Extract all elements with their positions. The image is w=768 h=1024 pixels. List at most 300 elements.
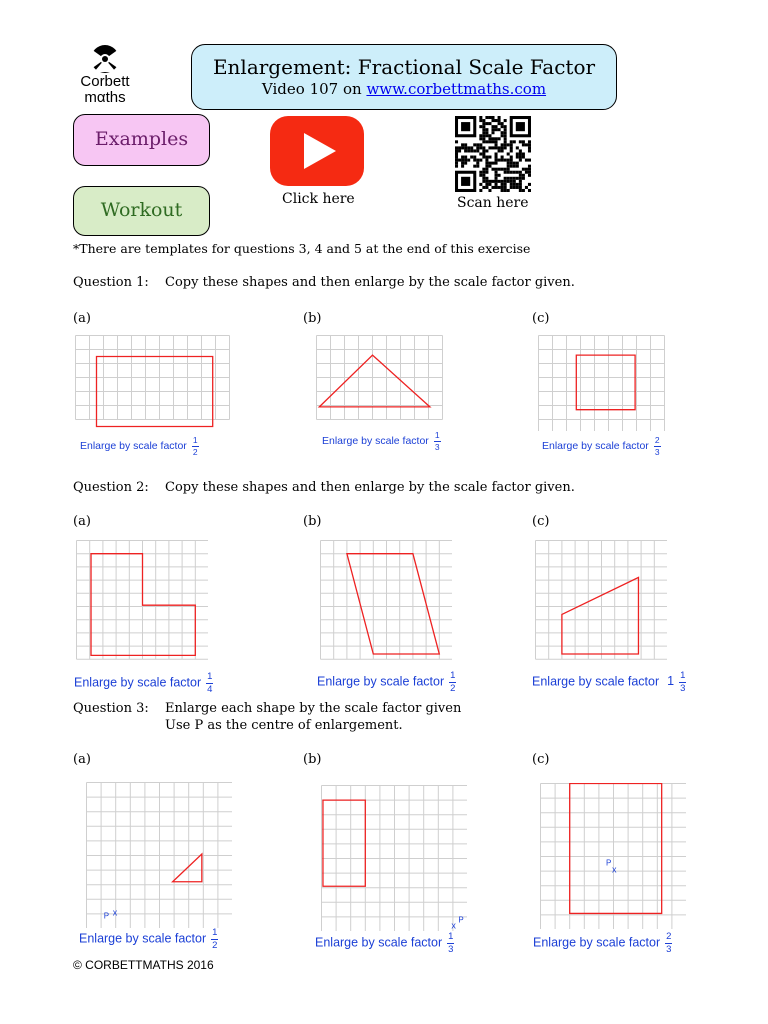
qr-module [519,174,522,177]
qr-module [522,152,525,155]
q2-part-c: (c) [532,514,550,529]
qr-module [513,183,516,186]
qr-module [504,134,507,137]
play-icon [270,116,364,186]
qr-module [504,137,507,140]
qr-module [464,159,467,162]
qr-module [501,183,504,186]
qr-module [501,131,504,134]
qr-module [525,159,528,162]
question-2-text: Copy these shapes and then enlarge by the scale factor given. [165,480,575,495]
qr-module [488,134,491,137]
centre-point-label: P [458,915,464,925]
qr-module [464,156,467,159]
copyright-footer: © CORBETTMATHS 2016 [73,958,214,972]
qr-module [510,171,513,174]
qr-module [507,171,510,174]
qr-module [461,159,464,162]
qr-module [513,162,516,165]
q3b-scale-label [315,932,454,954]
qr-module [482,171,485,174]
fraction: $\frac{2}{3}$ [654,435,660,457]
q3a-scale-label [79,928,218,950]
qr-module [504,140,507,143]
question-1-number: Question 1: [73,275,149,290]
fraction: $\frac{1}{4}$ [207,671,213,695]
qr-module [495,174,498,177]
qr-module [491,186,494,189]
qr-module [479,171,482,174]
qr-module [476,146,479,149]
qr-module [491,125,494,128]
qr-module [507,159,510,162]
qr-module [498,159,501,162]
qr-module [498,116,501,119]
qr-module [510,146,513,149]
qr-module [479,189,482,192]
q1a-scale-label [80,436,199,456]
qr-module [507,168,510,171]
q1-part-b: (b) [303,311,322,326]
q1b-scale-label [322,431,441,451]
qr-module [491,180,494,183]
qr-module [461,146,464,149]
page-subtitle [192,79,616,99]
qr-module [501,156,504,159]
qr-module [473,156,476,159]
qr-module [516,183,519,186]
qr-finder [516,122,525,131]
qr-module [516,156,519,159]
qr-finder [461,177,470,186]
qr-module [516,146,519,149]
qr-module [485,159,488,162]
qr-module [504,159,507,162]
qr-module [482,168,485,171]
qr-module [504,189,507,192]
qr-module [528,171,531,174]
qr-module [485,140,488,143]
qr-module [479,116,482,119]
qr-module [516,165,519,168]
qr-module [495,152,498,155]
q1c-scale-label [542,436,661,456]
q1c-grid [538,335,674,431]
qr-caption: Scan here [457,195,529,211]
templates-note: *There are templates for questions 3, 4 and 5 at the end of this exercise [73,241,531,256]
qr-module [495,186,498,189]
qr-module [510,159,513,162]
qr-module [498,128,501,131]
qr-module [485,180,488,183]
qr-module [467,159,470,162]
qr-module [510,162,513,165]
workout-button[interactable]: Workout [73,186,210,236]
q3-part-b: (b) [303,752,322,767]
qr-module [507,189,510,192]
qr-module [495,137,498,140]
centre-point-label: P [605,858,612,868]
qr-module [519,152,522,155]
qr-module [510,140,513,143]
website-link[interactable]: www.corbettmaths.com [366,80,547,98]
qr-module [482,186,485,189]
qr-module [473,159,476,162]
q3b-grid [321,785,467,931]
qr-module [528,140,531,143]
qr-module [516,186,519,189]
qr-module [528,159,531,162]
qr-module [507,177,510,180]
qr-module [498,174,501,177]
qr-module [485,134,488,137]
logo-text-corbett: Corbett [80,73,130,90]
qr-module [488,140,491,143]
q2b-grid [320,540,452,668]
qr-module [491,119,494,122]
qr-module [482,152,485,155]
logo-icon [70,44,140,74]
qr-module [504,183,507,186]
qr-module [455,165,458,168]
qr-module [513,177,516,180]
qr-module [504,186,507,189]
qr-module [513,171,516,174]
qr-module [495,143,498,146]
qr-module [470,146,473,149]
qr-module [482,156,485,159]
qr-module [495,119,498,122]
qr-module [510,143,513,146]
qr-module [513,180,516,183]
qr-module [482,122,485,125]
qr-module [504,180,507,183]
qr-module [519,183,522,186]
qr-module [491,140,494,143]
qr-module [461,143,464,146]
logo-text-maths: mαths [84,89,126,106]
qr-module [476,149,479,152]
scale-factor-text: Enlarge by scale factor [322,434,429,447]
qr-module [485,116,488,119]
video-play-button[interactable] [270,116,364,186]
qr-module [464,149,467,152]
qr-module [485,122,488,125]
qr-module [476,159,479,162]
qr-module [501,143,504,146]
qr-module [488,116,491,119]
qr-module [507,152,510,155]
qr-module [516,171,519,174]
qr-module [482,140,485,143]
fraction: $\frac{1}{2}$ [192,435,198,457]
shape [91,554,195,656]
q1-part-c: (c) [532,311,550,326]
qr-module [504,177,507,180]
qr-module [485,162,488,165]
qr-module [464,143,467,146]
qr-module [491,168,494,171]
qr-module [525,143,528,146]
shape [347,554,439,654]
qr-module [510,186,513,189]
qr-module [498,137,501,140]
qr-module [485,171,488,174]
qr-module [479,174,482,177]
qr-module [455,146,458,149]
qr-module [504,128,507,131]
qr-module [488,122,491,125]
qr-module [498,149,501,152]
qr-module [455,152,458,155]
qr-module [482,128,485,131]
qr-module [498,146,501,149]
q2b-scale-label [317,671,456,693]
q1-part-a: (a) [73,311,91,326]
qr-module [476,162,479,165]
qr-module [464,162,467,165]
qr-module [461,165,464,168]
scale-factor-text: Enlarge by scale factor [74,675,202,690]
qr-module [528,149,531,152]
centre-point-mark: x [112,907,118,918]
qr-module [498,168,501,171]
qr-finder [461,122,470,131]
qr-module [495,162,498,165]
qr-module [504,143,507,146]
qr-module [507,165,510,168]
qr-module [482,174,485,177]
question-1-text: Copy these shapes and then enlarge by the scale factor given. [165,275,575,290]
qr-module [482,134,485,137]
qr-module [519,180,522,183]
qr-module [516,152,519,155]
question-3-number: Question 3: [73,701,149,716]
qr-module [522,177,525,180]
qr-module [473,143,476,146]
qr-module [519,186,522,189]
video-caption: Click here [282,191,355,207]
fraction: $\frac{1}{3}$ [448,931,454,955]
qr-module [482,149,485,152]
qr-module [516,162,519,165]
q1b-grid [316,335,450,422]
qr-module [479,143,482,146]
qr-module [501,159,504,162]
qr-module [485,128,488,131]
scale-factor-text: Enlarge by scale factor [317,674,445,689]
qr-module [495,146,498,149]
qr-module [522,143,525,146]
qr-module [491,162,494,165]
qr-module [519,140,522,143]
qr-module [519,189,522,192]
qr-module [479,183,482,186]
qr-module [510,149,513,152]
qr-module [501,122,504,125]
qr-module [485,156,488,159]
qr-module [498,122,501,125]
qr-module [513,186,516,189]
shape [319,355,430,407]
qr-module [525,168,528,171]
qr-module [482,177,485,180]
qr-module [498,186,501,189]
q2c-scale-label [532,671,686,693]
qr-module [461,156,464,159]
qr-module [528,189,531,192]
fraction: $\frac{1}{2}$ [212,927,218,951]
qr-module [510,156,513,159]
qr-module [482,180,485,183]
fraction: $\frac{1}{2}$ [450,670,456,694]
qr-module [504,146,507,149]
qr-module [504,125,507,128]
qr-module [528,143,531,146]
qr-module [473,149,476,152]
qr-module [488,162,491,165]
centre-point-mark: x [611,864,617,875]
qr-module [479,159,482,162]
shape [570,784,662,914]
centre-point-label: P [103,911,110,921]
qr-module [479,146,482,149]
q2a-grid [76,540,208,668]
scale-factor-text: Enlarge by scale factor [542,439,649,452]
fraction: $\frac{1}{3}$ [434,430,440,452]
qr-module [488,189,491,192]
title-box [191,44,617,110]
qr-module [482,137,485,140]
fraction: $\frac{1}{3}$ [680,670,686,694]
fraction: $\frac{2}{3}$ [666,931,672,955]
qr-module [519,156,522,159]
qr-module [470,156,473,159]
q3c-grid [540,783,686,929]
qr-module [525,186,528,189]
corbettmaths-logo [70,44,140,104]
qr-module [495,125,498,128]
examples-button[interactable]: Examples [73,114,210,166]
qr-module [522,140,525,143]
qr-module [455,159,458,162]
qr-code-icon[interactable] [455,116,531,192]
qr-module [495,128,498,131]
qr-module [488,165,491,168]
qr-module [485,165,488,168]
shape [173,854,202,882]
q2a-scale-label [74,672,213,694]
qr-module [516,177,519,180]
qr-module [513,140,516,143]
qr-module [470,149,473,152]
question-3-text-line2: Use P as the centre of enlargement. [165,718,403,733]
qr-module [501,125,504,128]
qr-module [488,146,491,149]
qr-module [485,131,488,134]
qr-module [461,162,464,165]
q3a-grid [86,782,232,928]
qr-module [495,171,498,174]
scale-factor-text: Enlarge by scale factor [532,674,660,689]
page-title: Enlargement: Fractional Scale Factor [212,55,596,79]
qr-module [455,156,458,159]
qr-module [485,177,488,180]
qr-module [479,137,482,140]
qr-module [507,143,510,146]
qr-module [458,146,461,149]
qr-module [501,189,504,192]
qr-module [522,156,525,159]
qr-module [504,171,507,174]
qr-module [519,159,522,162]
video-number: Video 107 on [261,80,367,98]
centre-point-mark: x [451,920,456,931]
scale-factor-text: Enlarge by scale factor [315,935,443,950]
qr-module [495,183,498,186]
qr-module [491,131,494,134]
qr-module [501,146,504,149]
qr-module [467,149,470,152]
qr-module [510,183,513,186]
q1a-grid [75,335,231,431]
question-3-text: Enlarge each shape by the scale factor given [165,701,462,716]
scale-factor-text: Enlarge by scale factor [80,439,187,452]
q3c-scale-label [533,932,672,954]
qr-module [479,152,482,155]
qr-module [519,149,522,152]
qr-module [467,146,470,149]
qr-module [488,183,491,186]
qr-module [485,168,488,171]
qr-module [479,134,482,137]
qr-module [479,125,482,128]
mixed-number-whole: 1 [667,674,675,689]
qr-module [519,177,522,180]
qr-module [528,146,531,149]
qr-module [504,131,507,134]
qr-module [522,189,525,192]
qr-module [510,165,513,168]
qr-module [528,174,531,177]
qr-module [458,149,461,152]
shape [562,577,639,654]
scale-factor-text: Enlarge by scale factor [79,931,207,946]
qr-module [482,125,485,128]
qr-module [482,146,485,149]
qr-module [522,168,525,171]
qr-module [458,159,461,162]
q2-part-a: (a) [73,514,91,529]
qr-module [464,146,467,149]
qr-module [504,119,507,122]
qr-module [476,143,479,146]
qr-module [491,128,494,131]
qr-module [495,156,498,159]
qr-module [501,168,504,171]
qr-module [491,146,494,149]
qr-module [455,149,458,152]
qr-module [455,140,458,143]
question-2-number: Question 2: [73,480,149,495]
qr-module [507,180,510,183]
qr-module [501,180,504,183]
q3-part-c: (c) [532,752,550,767]
qr-module [525,171,528,174]
qr-module [510,180,513,183]
qr-module [501,134,504,137]
qr-module [455,162,458,165]
